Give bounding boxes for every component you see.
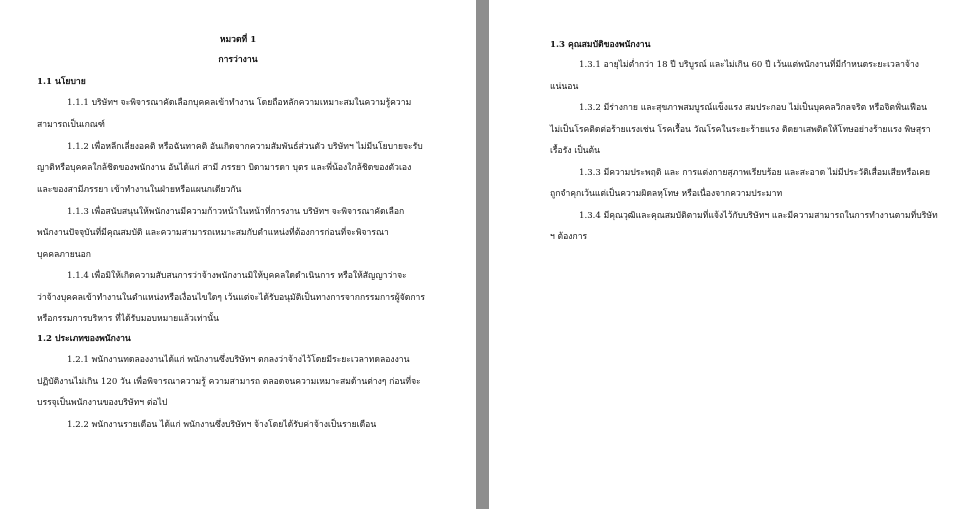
paragraph-line: ว่าจ้างบุคคลเข้าทำงานในตำแหน่งหรือเงื่อนไขใดๆ เว้นแต่จะได้รับอนุมัติเป็นทางการจากกรรมการผู้จัดการ xyxy=(37,293,426,303)
paragraph-line: ฯ ต้องการ xyxy=(550,232,588,242)
paragraph-line: ถูกจำคุกเว้นแต่เป็นความผิดลหุโทษ หรือเนื่องจากความประมาท xyxy=(550,189,783,199)
section-heading: 1.1 นโยบาย xyxy=(37,77,86,87)
paragraph-line: เรื้อรัง เป็นต้น xyxy=(550,146,600,156)
left-page xyxy=(0,0,476,509)
paragraph-line: 1.2.2 พนักงานรายเดือน ได้แก่ พนักงานซึ่งบริษัทฯ จ้างโดยได้รับค่าจ้างเป็นรายเดือน xyxy=(67,420,377,430)
section-heading: 1.3 คุณสมบัติของพนักงาน xyxy=(550,40,651,50)
chapter-subtitle: การว่างาน xyxy=(218,55,258,65)
chapter-title: หมวดที่ 1 xyxy=(219,35,257,45)
paragraph-line: 1.1.4 เพื่อมิให้เกิดความสับสนการว่าจ้างพนักงานมิให้บุคคลใดดำเนินการ หรือให้สัญญาว่าจะ xyxy=(67,271,407,281)
paragraph-line: สามารถเป็นเกณฑ์ xyxy=(37,120,105,130)
paragraph-line: 1.3.3 มีความประพฤติ และ การแต่งกายสุภาพเรียบร้อย และสะอาด ไม่มีประวัติเสื่อมเสียหรือเคย xyxy=(579,168,931,178)
paragraph-line: แน่นอน xyxy=(550,82,579,92)
paragraph-line: บุคคลภายนอก xyxy=(37,250,91,260)
paragraph-line: 1.1.1 บริษัทฯ จะพิจารณาคัดเลือกบุคคลเข้าทำงาน โดยถือหลักความเหมาะสมในความรู้ความ xyxy=(67,98,412,108)
paragraph-line: หรือกรรมการบริหาร ที่ได้รับมอบหมายแล้วเท่านั้น xyxy=(37,314,220,324)
paragraph-line: ญาติหรือบุคคลใกล้ชิดของพนักงาน อันได้แก่ สามี ภรรยา บิดามารดา บุตร และพี่น้องใกล้ชิดของตัวเอง xyxy=(37,163,412,173)
paragraph-line: 1.1.3 เพื่อสนับสนุนให้พนักงานมีความก้าวหน้าในหน้าที่การงาน บริษัทฯ จะพิจารณาคัดเลือก xyxy=(67,207,405,217)
paragraph-line: ปฏิบัติงานไม่เกิน 120 วัน เพื่อพิจารณาความรู้ ความสามารถ ตลอดจนความเหมาะสมด้านต่างๆ ก่อนที่จะ xyxy=(37,377,421,387)
section-heading: 1.2 ประเภทของพนักงาน xyxy=(37,334,131,344)
paragraph-line: 1.3.1 อายุไม่ต่ำกว่า 18 ปี บริบูรณ์ และไม่เกิน 60 ปี เว้นแต่พนักงานที่มีกำหนดระยะเวลาจ้าง xyxy=(579,60,919,70)
paragraph-line: 1.3.2 มีร่างกาย และสุขภาพสมบูรณ์แข็งแรง สมประกอบ ไม่เป็นบุคคลวิกลจริต หรือจิตฟั่นเฟือน xyxy=(579,103,927,113)
paragraph-line: และของสามีภรรยา เข้าทำงานในฝ่ายหรือแผนกเดียวกัน xyxy=(37,185,242,195)
paragraph-line: 1.3.4 มีคุณวุฒิและคุณสมบัติตามที่แจ้งไว้กับบริษัทฯ และมีความสามารถในการทำงานตามที่บริษัท xyxy=(579,211,938,221)
paragraph-line: 1.1.2 เพื่อหลีกเลี่ยงอคติ หรือฉันทาคติ อันเกิดจากความสัมพันธ์ส่วนตัว บริษัทฯ ไม่มีนโยบายจะรับ xyxy=(67,142,423,152)
page-divider xyxy=(476,0,489,509)
paragraph-line: บรรจุเป็นพนักงานของบริษัทฯ ต่อไป xyxy=(37,398,168,408)
paragraph-line: 1.2.1 พนักงานทดลองงานได้แก่ พนักงานซึ่งบริษัทฯ ตกลงว่าจ้างไว้โดยมีระยะเวลาทดลองงาน xyxy=(67,355,410,365)
paragraph-line: ไม่เป็นโรคติดต่อร้ายแรงเช่น โรคเรื้อน วัณโรคในระยะร้ายแรง ติดยาเสพติดให้โทษอย่างร้ายแรง พิษสุรา xyxy=(550,125,931,135)
right-page xyxy=(489,0,960,509)
paragraph-line: พนักงานปัจจุบันที่มีคุณสมบัติ และความสามารถเหมาะสมกับตำแหน่งที่ต้องการก่อนที่จะพิจารณา xyxy=(37,228,389,238)
